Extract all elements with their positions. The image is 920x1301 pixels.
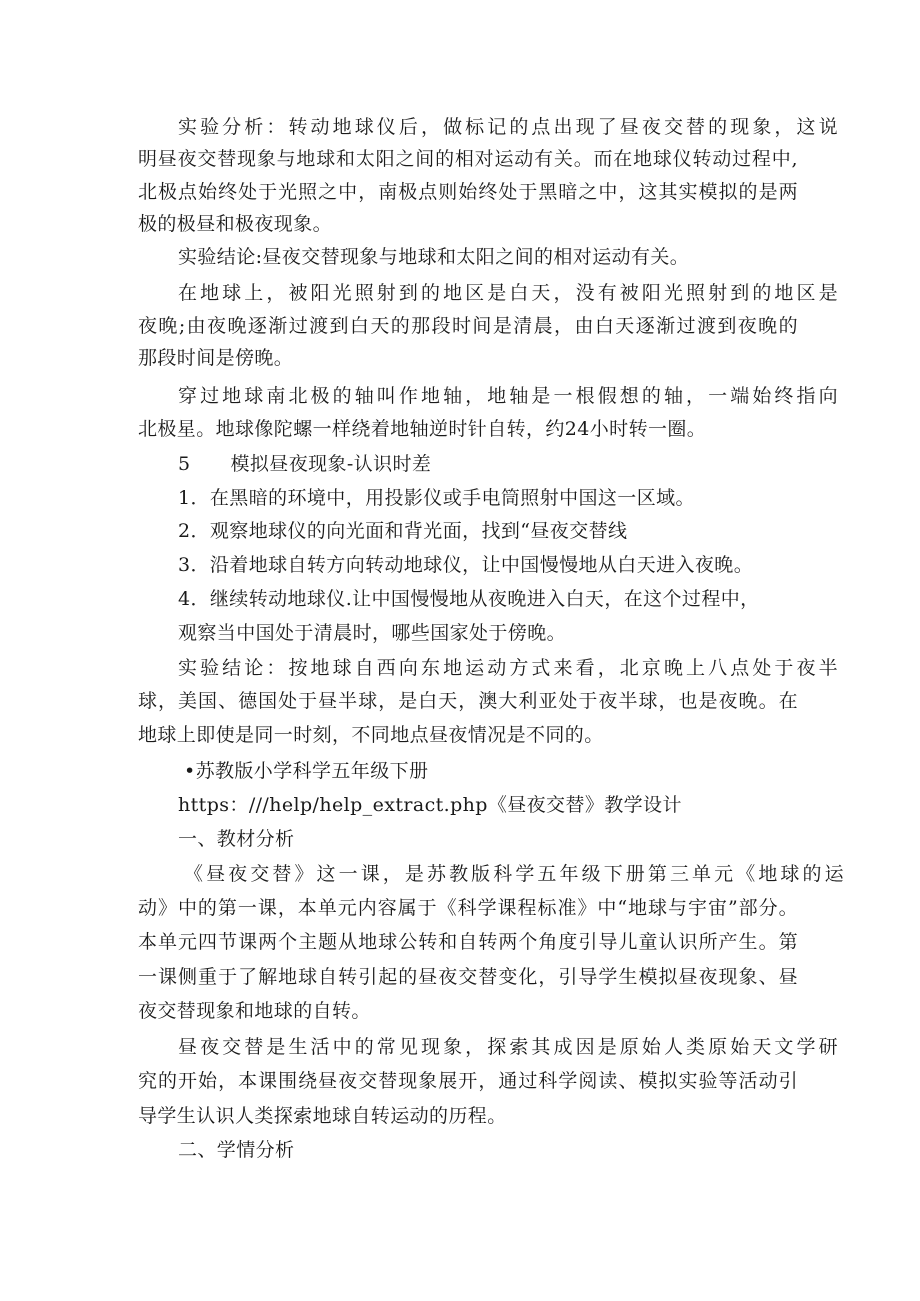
text-line: 《昼夜交替》这一课，是苏教版科学五年级下册第三单元《地球的运 <box>184 863 844 885</box>
text-line: 导学生认识人类探索地球自转运动的历程。 <box>138 1105 507 1127</box>
list-item: 4．继续转动地球仪.让中国慢慢地从夜晚进入白天，在这个过程中， <box>178 588 760 610</box>
text-line: 北极星。地球像陀螺一样绕着地轴逆时针自转，约24小时转一圈。 <box>138 418 707 440</box>
section-heading <box>178 451 838 477</box>
list-item: 1．在黑暗的环境中，用投影仪或手电筒照射中国这一区域。 <box>178 487 695 509</box>
text-line: 夜交替现象和地球的自转。 <box>138 1000 371 1022</box>
text-line: 穿过地球南北极的轴叫作地轴，地轴是一根假想的轴，一端始终指向 <box>178 385 838 407</box>
text-line: 极的极昼和极夜现象。 <box>138 213 333 235</box>
section-title: 模拟昼夜现象-认识时差 <box>230 453 432 475</box>
text-line: 那段时间是傍晚。 <box>138 347 294 369</box>
text-line: 实验结论:昼夜交替现象与地球和太阳之间的相对运动有关。 <box>178 246 690 268</box>
text-line: 北极点始终处于光照之中，南极点则始终处于黑暗之中，这其实模拟的是两 <box>138 181 798 203</box>
text-line: 实验结论：按地球自西向东地运动方式来看，北京晚上八点处于夜半 <box>178 657 838 679</box>
url-line: https：///help/help_extract.php《昼夜交替》教学设计 <box>178 794 682 816</box>
text-line: 明昼夜交替现象与地球和太阳之间的相对运动有关。而在地球仪转动过程中, <box>138 148 798 170</box>
text-line: 在地球上，被阳光照射到的地区是白天，没有被阳光照射到的地区是 <box>178 282 838 304</box>
section-number: 5 <box>178 453 191 475</box>
section-heading: 二、学情分析 <box>178 1139 295 1161</box>
text-line: 球，美国、德国处于昼半球，是白天，澳大利亚处于夜半球，也是夜晚。在 <box>138 690 798 712</box>
text-line: 一课侧重于了解地球自转引起的昼夜交替变化，引导学生模拟昼夜现象、昼 <box>138 966 798 988</box>
list-item: 3．沿着地球自转方向转动地球仪，让中国慢慢地从白天进入夜晚。 <box>178 554 754 576</box>
text-line: 地球上即使是同一时刻，不同地点昼夜情况是不同的。 <box>138 724 604 746</box>
source-line: •苏教版小学科学五年级下册 <box>184 760 429 782</box>
text-line: 本单元四节课两个主题从地球公转和自转两个角度引导儿童认识所产生。第 <box>138 931 798 953</box>
text-line: 动》中的第一课，本单元内容属于《科学课程标准》中“地球与宇宙”部分。 <box>138 897 798 919</box>
section-heading: 一、教材分析 <box>178 828 295 850</box>
list-item: 观察当中国处于清晨时，哪些国家处于傍晚。 <box>178 622 567 644</box>
text-line: 昼夜交替是生活中的常见现象，探索其成因是原始人类原始天文学研 <box>178 1036 838 1058</box>
text-line: 实验分析：转动地球仪后，做标记的点出现了昼夜交替的现象，这说 <box>178 116 838 138</box>
text-line: 夜晚;由夜晚逐渐过渡到白天的那段时间是清晨，由白天逐渐过渡到夜晚的 <box>138 315 798 337</box>
text-line: 究的开始，本课围绕昼夜交替现象展开，通过科学阅读、模拟实验等活动引 <box>138 1070 798 1092</box>
list-item: 2．观察地球仪的向光面和背光面，找到“昼夜交替线 <box>178 520 628 542</box>
